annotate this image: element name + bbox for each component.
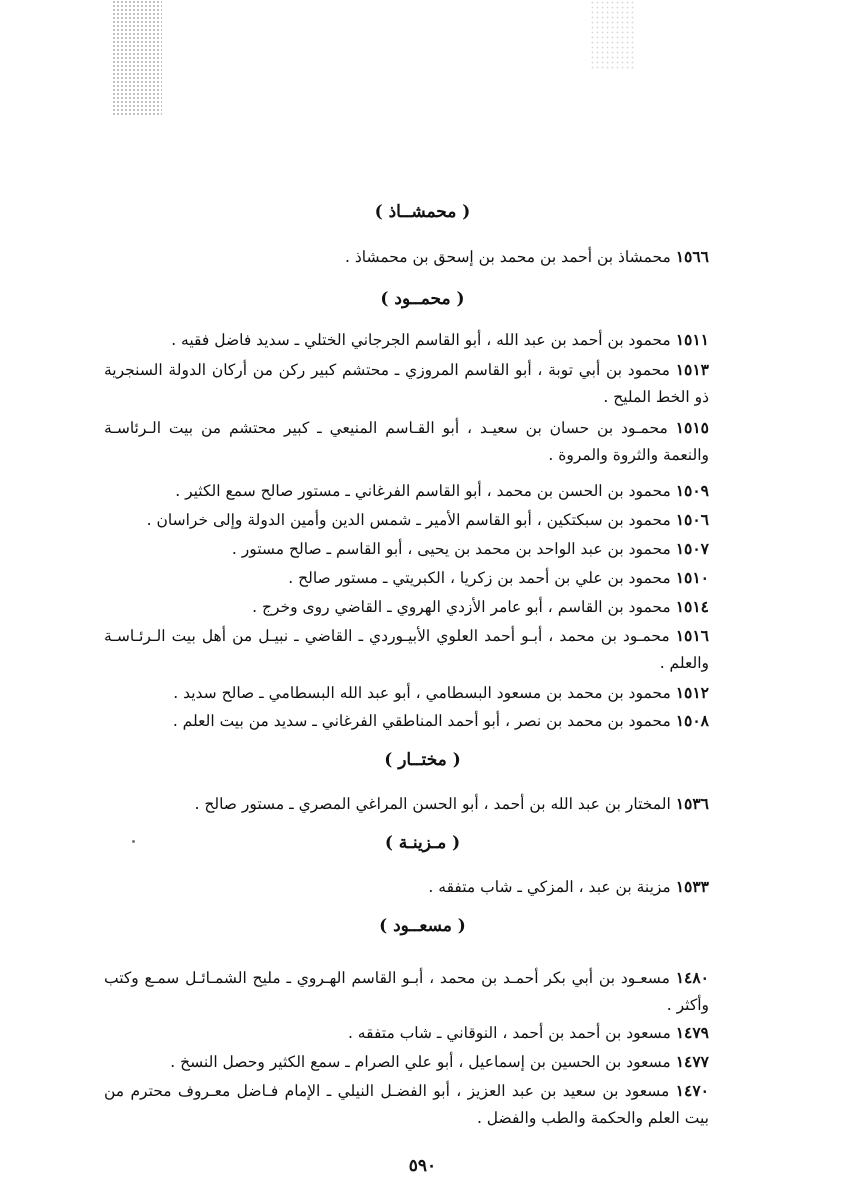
entry-number: ١٥٠٧: [675, 539, 709, 558]
entry-number: ١٥٠٩: [675, 481, 709, 500]
entry-text: محمود بن أحمد بن عبد الله ، أبو القاسم الجرجاني الختلي ـ سديد فاضل فقيه .: [171, 331, 671, 349]
entry-text: مزينة بن عبد ، المزكي ـ شاب متفقه .: [428, 878, 671, 896]
entry: [104, 564, 709, 592]
entry-text: محمود بن القاسم ، أبو عامر الأزدي الهروي ـ القاضي روى وخرج .: [252, 598, 671, 616]
page-number: ٥٩٠: [408, 1156, 437, 1176]
entry: [104, 1077, 709, 1132]
entry-number: ١٥٦٦: [675, 247, 709, 266]
entry: [104, 477, 709, 505]
entry-number: ١٥١٥: [675, 418, 709, 437]
entry: [104, 326, 709, 354]
entry-number: ١٥١١: [675, 330, 709, 349]
entry-text: محمود بن الحسن بن محمد ، أبو القاسم الفرغاني ـ مستور صالح سمع الكثير .: [175, 482, 671, 500]
entry-number: ١٥١٢: [675, 683, 709, 702]
entry: [104, 593, 709, 621]
section-heading-mahmashadh: ( محمشــاذ ): [374, 202, 471, 222]
entry-number: ١٥٣٦: [675, 794, 709, 813]
entry-number: ١٥٠٨: [675, 711, 709, 730]
entry: [104, 964, 709, 1019]
entry: [104, 707, 709, 735]
entry: [104, 1048, 709, 1076]
entry-text: محمود بن محمد بن مسعود البسطامي ، أبو عبد الله البسطامي ـ صالح سديد .: [173, 684, 671, 702]
entry: [104, 414, 709, 469]
section-heading-masud: ( مسعــود ): [379, 916, 466, 936]
entry: [104, 506, 709, 534]
entry-number: ١٤٧٧: [675, 1052, 709, 1071]
section-heading-muzayna: ( مـزينـة ): [384, 833, 461, 853]
entry-text: محمود بن محمد بن نصر ، أبو أحمد المناطقي الفرغاني ـ سديد من بيت العلم .: [172, 712, 671, 730]
entry-number: ١٥٠٦: [675, 510, 709, 529]
entry-number: ١٥١٣: [675, 360, 709, 379]
entry-text: مسعود بن أحمد بن أحمد ، النوقاني ـ شاب متفقه .: [347, 1024, 671, 1042]
section-heading-mahmoud: ( محمــود ): [380, 289, 465, 309]
entry-text: محمود بن عبد الواحد بن محمد بن يحيى ، أبو القاسم ـ صالح مستور .: [231, 540, 671, 558]
section-heading-mukhtar: ( مختــار ): [384, 750, 461, 770]
entry: [104, 243, 709, 271]
entry: [104, 873, 709, 901]
entry: [104, 535, 709, 563]
entry-number: ١٤٧٠: [675, 1081, 709, 1100]
entry-text: مسعود بن الحسين بن إسماعيل ، أبو علي الصرام ـ سمع الكثير وحصل النسخ .: [170, 1053, 671, 1071]
entry-number: ١٤٧٩: [675, 1023, 709, 1042]
entry: [104, 622, 709, 677]
entry-text: محمود بن سبكتكين ، أبو القاسم الأمير ـ شمس الدين وأمين الدولة وإلى خراسان .: [146, 511, 671, 529]
entry-text: محمـود بن حسان بن سعيـد ، أبو القـاسم المنيعي ـ كبير محتشم من بيت الـرئاسـة والنعمة والثروة والمروة .: [104, 419, 709, 464]
entry-text: محمود بن أبي توبة ، أبو القاسم المروزي ـ محتشم كبير ركن من أركان الدولة السنجرية ذو الخط المليح .: [104, 361, 709, 406]
entry-number: ١٤٨٠: [675, 968, 709, 987]
entry-text: مسعـود بن أبي بكر أحمـد بن محمد ، أبـو القاسم الهـروي ـ مليح الشمـائـل سمـع وكتب وأكثر .: [104, 969, 709, 1014]
entry-number: ١٥٣٣: [675, 877, 709, 896]
entry-text: محمـود بن محمد ، أبـو أحمد العلوي الأبيـوردي ـ القاضي ـ نبيـل من أهل بيت الـرئـاسـة والعلم .: [104, 627, 709, 672]
entry-text: المختار بن عبد الله بن أحمد ، أبو الحسن المراغي المصري ـ مستور صالح .: [194, 795, 671, 813]
entry-number: ١٥١٠: [675, 568, 709, 587]
entry-number: ١٥١٦: [675, 626, 709, 645]
entry: [104, 679, 709, 707]
entry-text: محمشاذ بن أحمد بن محمد بن إسحق بن محمشاذ .: [344, 248, 671, 266]
entry: [104, 356, 709, 411]
entry-text: محمود بن علي بن أحمد بن زكريا ، الكبريتي ـ مستور صالح .: [288, 569, 671, 587]
entry-number: ١٥١٤: [675, 597, 709, 616]
entry: [104, 790, 709, 818]
entry-text: مسعود بن سعيد بن عبد العزيز ، أبو الفضـل النيلي ـ الإمام فـاضل معـروف محترم من بيت العلم والحكمة والطب والفضل .: [104, 1082, 709, 1127]
entry: [104, 1019, 709, 1047]
